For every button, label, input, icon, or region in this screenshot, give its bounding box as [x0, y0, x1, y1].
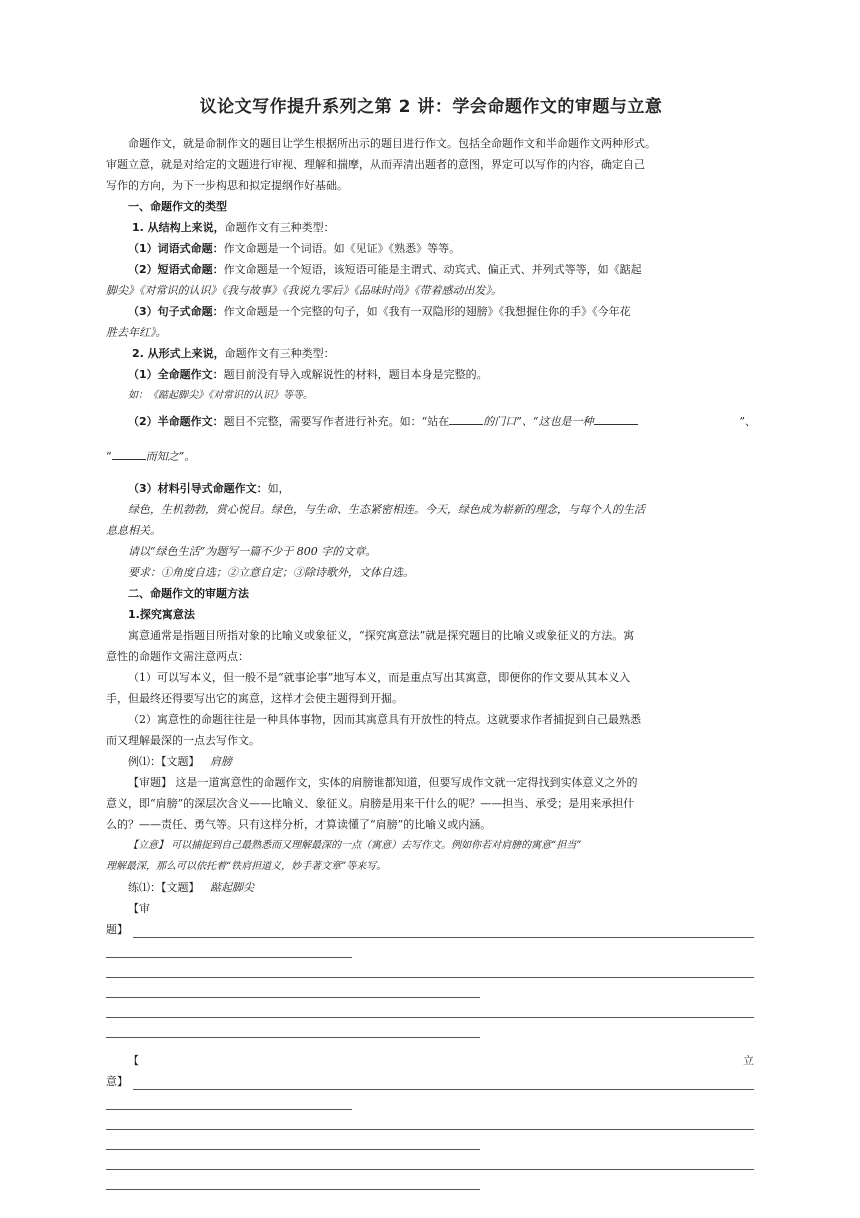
example-analysis: 么的？——责任、勇气等。只有这样分析，才算读懂了“肩膀”的比喻义或内涵。 [106, 818, 492, 831]
paragraph: 而又理解最深的一点去写作文。 [106, 734, 260, 747]
paragraph: （1）可以写本义，但一般不是“就事论事”地写本义，而是重点写出其寓意，即便你的作文要从其本义入 [128, 671, 631, 684]
type-phrase: （2）短语式命题：作文命题是一个短语，该短语可能是主谓式、动宾式、偏正式、并列式等等，如《踮起 [128, 263, 642, 276]
answer-line[interactable] [106, 977, 754, 978]
practice-topic: 练⑴：【文题】 踮起脚尖 [128, 881, 254, 894]
subheading-allegory: 1.探究寓意法 [128, 608, 195, 621]
example-analysis: 【审题】 这是一道寓意性的命题作文，实体的肩膀谁都知道，但要写成作文就一定得找到实体意义之外的 [128, 776, 638, 789]
practice-analysis-label: 题】 [106, 923, 128, 936]
material-text: 绿色，生机勃勃，赏心悦目。绿色，与生命、生态紧密相连。今天，绿色成为崭新的理念，与每个人的生活 [128, 503, 645, 516]
answer-line[interactable] [106, 1149, 480, 1150]
example-thesis: 理解最深，那么可以依托着“铁肩担道义，妙手著文章”等来写。 [106, 861, 387, 872]
answer-line[interactable] [106, 1129, 754, 1130]
practice-analysis-label: 【审 [128, 902, 150, 915]
intro-line: 审题立意，就是对给定的文题进行审视、理解和揣摩，从而弄清出题者的意图，界定可以写作的内容，确定自己 [106, 158, 645, 171]
answer-line[interactable] [106, 1109, 352, 1110]
type-sentence: （3）句子式命题：作文命题是一个完整的句子，如《我有一双隐形的翅膀》《我想握住你的手》《今年花 [128, 305, 631, 318]
paragraph: 手，但最终还得要写出它的寓意，这样才会使主题得到开掘。 [106, 692, 403, 705]
fill-blank [449, 414, 483, 425]
example-topic: 例⑴：【文题】 肩膀 [128, 755, 232, 768]
practice-thesis-label: 意】 [106, 1075, 128, 1088]
example-analysis: 意义，即“肩膀”的深层次含义——比喻义、象征义。肩膀是用来干什么的呢？——担当、承受；是用来承担什 [106, 797, 635, 810]
intro-line: 写作的方向，为下一步构思和拟定提纲作好基础。 [106, 179, 348, 192]
answer-line[interactable] [133, 937, 754, 938]
type-sentence-cont: 胜去年红》。 [106, 326, 167, 339]
fill-blank [594, 414, 638, 425]
section-heading-types: 一、命题作文的类型 [128, 200, 227, 213]
answer-line[interactable] [106, 1189, 480, 1190]
paragraph: （2）寓意性的命题往往是一种具体事物，因而其寓意具有开放性的特点。这就要求作者捕捉到自己最熟悉 [128, 713, 641, 726]
practice-thesis-label: 【 立 [128, 1054, 754, 1067]
type-phrase-cont: 脚尖》《对常识的认识》《我与故事》《我说九零后》《品味时尚》《带着感动出发》。 [106, 284, 502, 297]
structure-heading: 1. 从结构上来说，命题作文有三种类型： [132, 221, 335, 234]
form-half-cont: “ 而知之”。 [106, 450, 196, 463]
material-text: 息息相关。 [106, 524, 161, 537]
paragraph: 意性的命题作文需注意两点： [106, 650, 249, 663]
page-title: 议论文写作提升系列之第 2 讲：学会命题作文的审题与立意 [199, 97, 663, 117]
answer-line[interactable] [106, 1169, 754, 1170]
type-word: （1）词语式命题：作文命题是一个词语。如《见证》《熟悉》等等。 [128, 242, 461, 255]
answer-line[interactable] [133, 1089, 754, 1090]
answer-line[interactable] [106, 1017, 754, 1018]
answer-line[interactable] [106, 1037, 480, 1038]
form-full: （1）全命题作文：题目前没有导入或解说性的材料，题目本身是完整的。 [128, 368, 488, 381]
paragraph: 寓意通常是指题目所指对象的比喻义或象征义，“探究寓意法”就是探究题目的比喻义或象征义的方法。寓 [128, 629, 635, 642]
fill-blank [112, 449, 146, 460]
section-heading-methods: 二、命题作文的审题方法 [128, 587, 249, 600]
form-heading: 2. 从形式上来说，命题作文有三种类型： [132, 347, 335, 360]
form-material: （3）材料引导式命题作文：如， [128, 482, 290, 495]
answer-line[interactable] [106, 997, 480, 998]
form-full-example: 如：《踮起脚尖》《对常识的认识》等等。 [128, 390, 313, 401]
intro-line: 命题作文，就是命制作文的题目让学生根据所出示的题目进行作文。包括全命题作文和半命题作文两种形式。 [128, 137, 656, 150]
material-requirements: 要求：①角度自选；②立意自定；③除诗歌外，文体自选。 [128, 566, 414, 579]
form-half: （2）半命题作文：题目不完整，需要写作者进行补充。如：“站在 的门口”、“这也是一种 ”、 [128, 415, 756, 428]
example-thesis: 【立意】 可以捕捉到自己最熟悉而又理解最深的一点（寓意）去写作文。例如你若对肩膀的寓意“担当” [128, 840, 582, 851]
material-prompt: 请以“绿色生活”为题写一篇不少于 800 字的文章。 [128, 545, 377, 558]
answer-line[interactable] [106, 957, 352, 958]
